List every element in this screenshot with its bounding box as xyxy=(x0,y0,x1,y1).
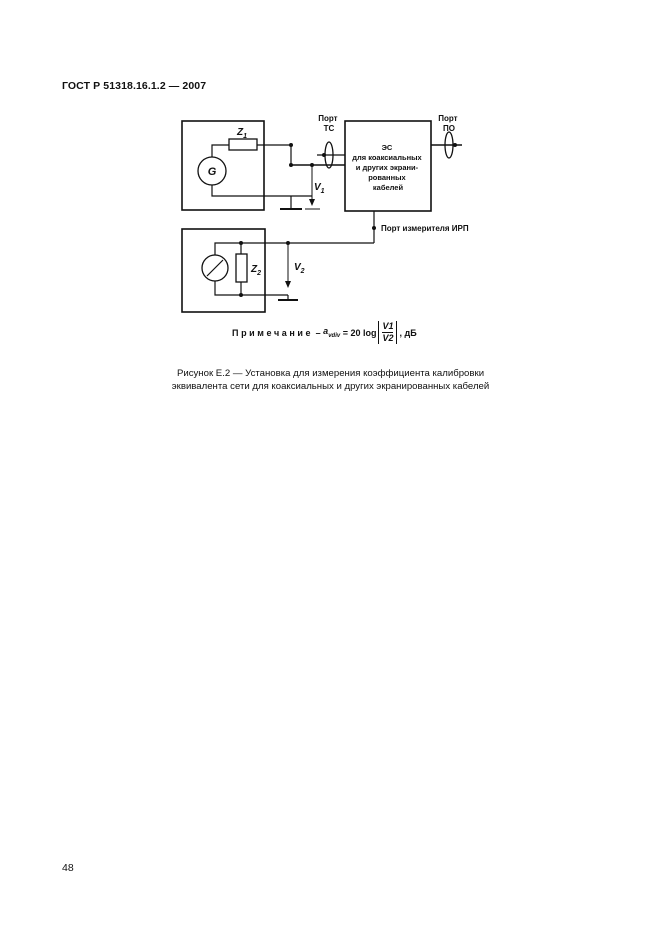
figure-caption-line2: эквивалента сети для коаксиальных и других экранированных кабелей xyxy=(171,381,490,392)
port-irp-label: Порт измерителя ИРП xyxy=(381,224,469,233)
note-symbol: $a_{vdiv}$ xyxy=(323,326,341,339)
node-dot xyxy=(239,241,243,245)
formula-note xyxy=(232,321,417,344)
note-denominator: V2 xyxy=(382,333,394,343)
note-dash: – xyxy=(313,327,324,338)
note-fraction xyxy=(378,321,397,344)
figure-caption-line1: Рисунок Е.2 — Установка для измерения коэффициента калибровки xyxy=(176,368,485,379)
meter-bottom-wire xyxy=(215,281,265,295)
meter-top-wire xyxy=(215,243,265,255)
port-po-dot xyxy=(453,143,457,147)
generator-label: G xyxy=(207,166,217,178)
page-number: 48 xyxy=(62,862,74,874)
v1-label: $V_1$ xyxy=(314,182,325,195)
port-po-label: Порт ПО xyxy=(438,114,458,133)
z2-label: $Z_2$ xyxy=(251,264,262,277)
note-numerator: V1 xyxy=(382,321,394,331)
es-label: ЭС для коаксиальных и других экрани- рованных кабелей xyxy=(352,143,422,192)
node-dot xyxy=(239,293,243,297)
v2-arrow-head xyxy=(285,281,291,288)
note-prefix: Примечание xyxy=(232,327,314,338)
note-equals: = 20 log xyxy=(340,327,377,338)
v2-label: $V_2$ xyxy=(294,262,305,275)
port-tc-label: Порт ТС xyxy=(318,114,338,133)
resistor-z1 xyxy=(229,139,257,150)
generator-box xyxy=(182,121,264,210)
meter-needle xyxy=(207,260,223,276)
document-header: ГОСТ Р 51318.16.1.2 — 2007 xyxy=(62,80,207,92)
port-irp-dot xyxy=(372,226,376,230)
node-dot xyxy=(289,143,293,147)
z1-label: $Z_1$ xyxy=(237,127,248,140)
v1-arrow-head xyxy=(309,199,315,206)
generator-bottom-wire xyxy=(212,185,312,196)
note-unit: , дБ xyxy=(399,327,417,338)
node-dot xyxy=(289,163,293,167)
resistor-z2 xyxy=(236,254,247,282)
generator-top-wire xyxy=(212,145,229,157)
